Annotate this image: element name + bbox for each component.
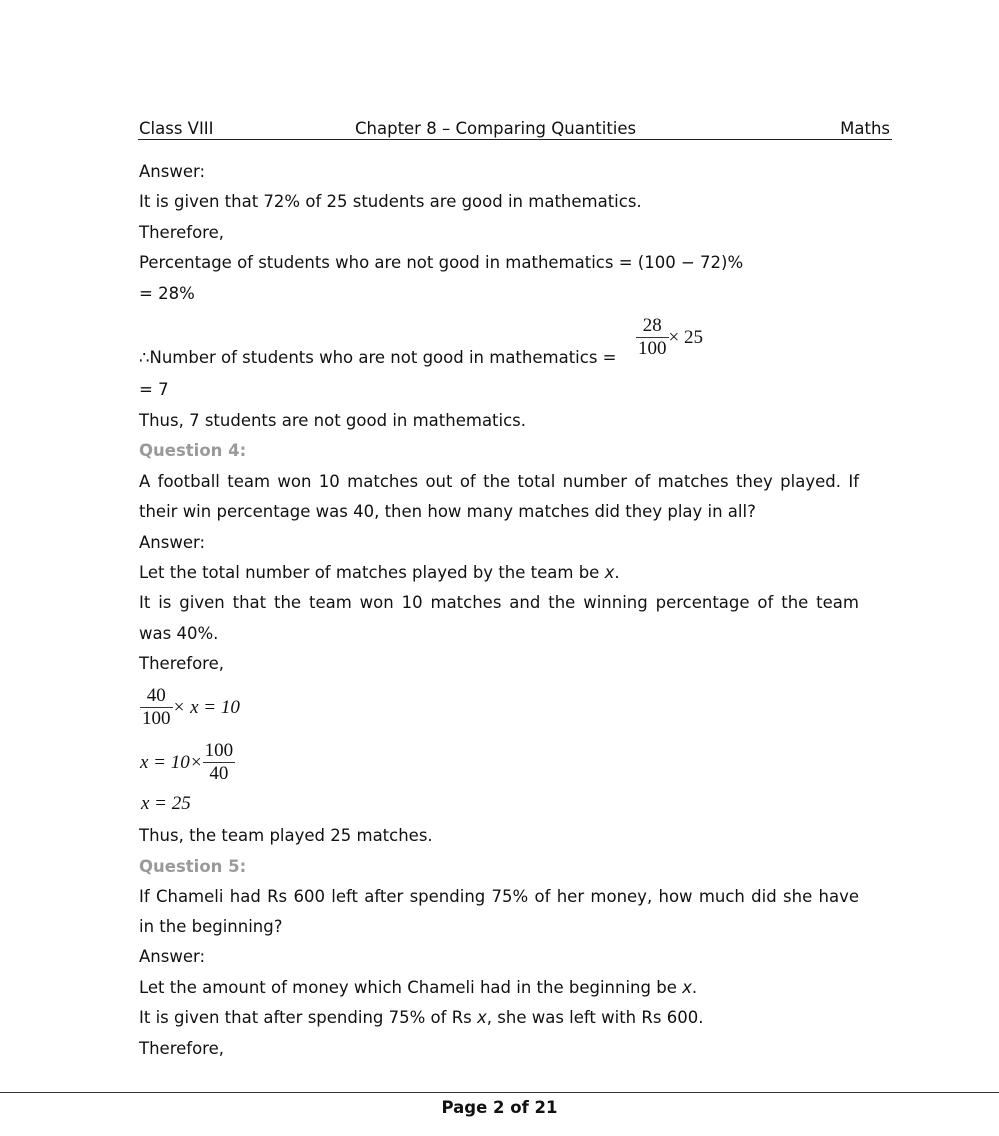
- q4-given-line-2: was 40%.: [139, 624, 219, 643]
- answer-label: Answer:: [139, 947, 206, 966]
- q4-let-statement: Let the total number of matches played by the team be x.: [139, 563, 620, 582]
- question-4-heading: Question 4:: [139, 441, 247, 460]
- q3-percentage-result: = 28%: [139, 284, 195, 303]
- q5-text-line-1: If Chameli had Rs 600 left after spending 75% of her money, how much did she have: [139, 887, 859, 906]
- q5-given: It is given that after spending 75% of Rs x, she was left with Rs 600.: [139, 1008, 704, 1027]
- eq1-fraction: [140, 685, 173, 730]
- q4-equation-3: [141, 793, 191, 815]
- fraction-numerator: 40: [140, 685, 173, 708]
- page-number: Page 2 of 21: [441, 1098, 558, 1117]
- fraction-multiplier: × 25: [668, 326, 703, 348]
- q4-text-line-2: their win percentage was 40, then how many matches did they play in all?: [139, 502, 756, 521]
- q3-therefore: Therefore,: [139, 223, 224, 242]
- header-class: Class VIII: [139, 119, 214, 138]
- fraction-numerator: 28: [636, 315, 669, 338]
- variable-x: x: [604, 563, 615, 582]
- q3-given: It is given that 72% of 25 students are good in mathematics.: [139, 192, 642, 211]
- fraction-denominator: 100: [142, 708, 171, 729]
- q4-conclusion: Thus, the team played 25 matches.: [139, 826, 433, 845]
- fraction-denominator: 40: [209, 763, 229, 784]
- footer-divider: [0, 1092, 999, 1093]
- q4-given-line-1: It is given that the team won 10 matches and the winning percentage of the team: [139, 593, 859, 612]
- eq3-text: x = 25: [141, 793, 191, 814]
- q3-number-statement: ∴Number of students who are not good in mathematics =: [139, 348, 617, 367]
- q3-fraction-expression: [636, 315, 703, 360]
- q5-text-line-2: in the beginning?: [139, 917, 283, 936]
- q3-result: = 7: [139, 380, 169, 399]
- q4-equation-2: [140, 740, 235, 785]
- variable-x: x: [682, 978, 692, 997]
- answer-label: Answer:: [139, 533, 206, 552]
- fraction-numerator: 100: [204, 740, 234, 761]
- question-5-heading: Question 5:: [139, 857, 247, 876]
- q3-conclusion: Thus, 7 students are not good in mathematics.: [139, 411, 527, 430]
- answer-label: Answer:: [139, 162, 206, 181]
- page-header: [138, 118, 892, 140]
- header-chapter: Chapter 8 – Comparing Quantities: [355, 119, 637, 138]
- fraction-denominator: 100: [638, 338, 667, 359]
- q4-text-line-1: A football team won 10 matches out of the total number of matches they played. If: [139, 472, 859, 491]
- q5-therefore: Therefore,: [139, 1039, 224, 1058]
- variable-x: x: [477, 1008, 487, 1027]
- eq1-rhs: × x = 10: [172, 696, 240, 718]
- q4-therefore: Therefore,: [139, 654, 224, 673]
- q4-equation-1: [140, 685, 240, 730]
- eq2-fraction: [203, 740, 236, 785]
- header-subject: Maths: [840, 119, 890, 138]
- q5-let-statement: Let the amount of money which Chameli had in the beginning be x.: [139, 978, 698, 997]
- q3-fraction: [636, 315, 669, 360]
- q3-percentage: Percentage of students who are not good in mathematics = (100 − 72)%: [139, 253, 744, 272]
- eq2-lhs: x = 10×: [140, 751, 203, 773]
